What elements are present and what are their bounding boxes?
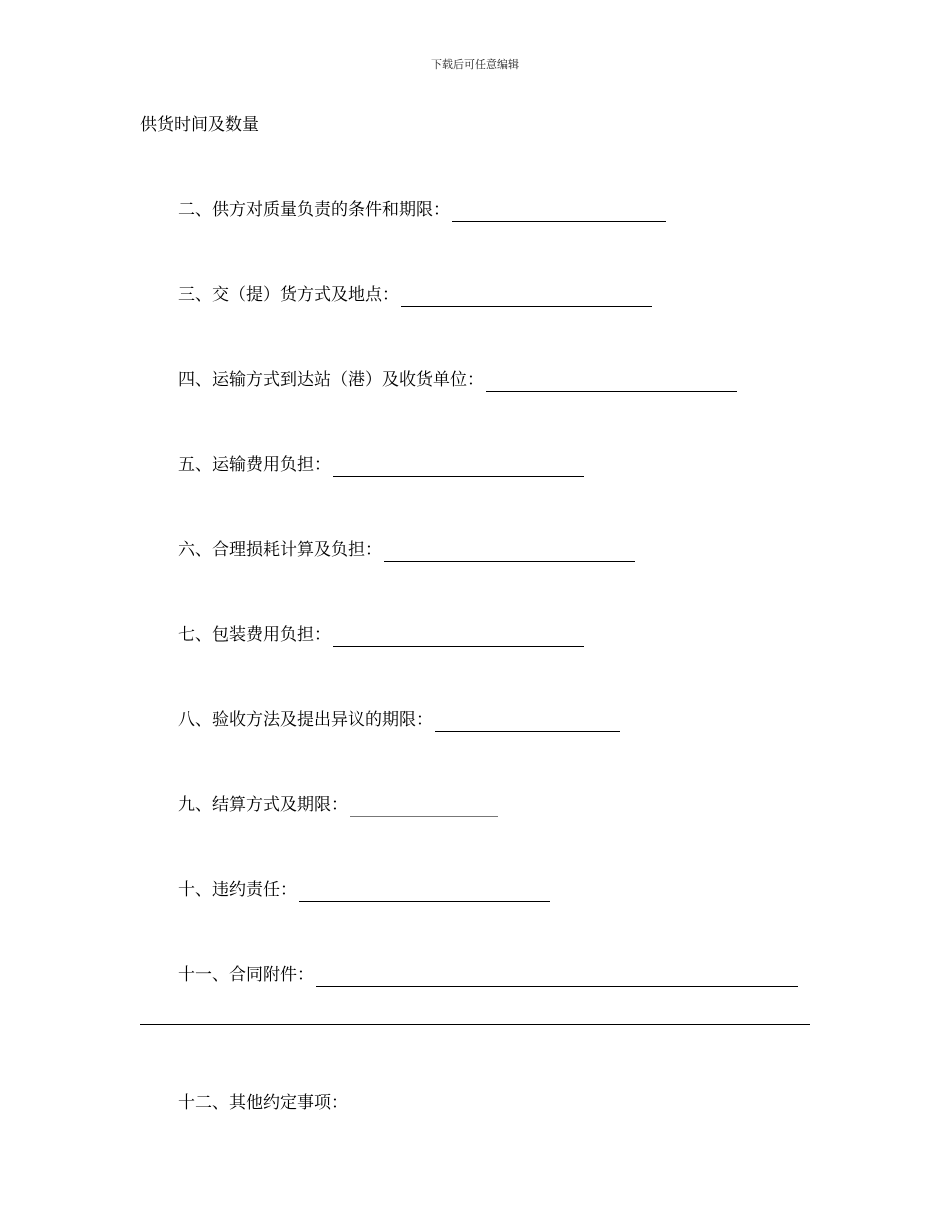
fill-in-line-continuation[interactable]	[140, 1024, 810, 1025]
clause-label: 十、违约责任：	[178, 880, 297, 900]
clause-label: 七、包装费用负担：	[178, 625, 331, 645]
fill-in-blank[interactable]	[316, 968, 798, 987]
section-heading: 供货时间及数量	[140, 115, 259, 135]
clause-loss-calculation	[178, 538, 635, 562]
fill-in-blank[interactable]	[333, 628, 584, 647]
clause-transport-cost	[178, 453, 584, 477]
fill-in-blank[interactable]	[333, 458, 584, 477]
clause-transport-destination	[178, 368, 737, 392]
clause-breach-liability	[178, 878, 550, 902]
clause-inspection-method	[178, 708, 620, 732]
fill-in-blank[interactable]	[299, 883, 550, 902]
clause-label: 十二、其他约定事项：	[178, 1093, 348, 1113]
clause-contract-attachments	[178, 963, 798, 987]
clause-settlement-method	[178, 793, 498, 817]
fill-in-blank[interactable]	[435, 713, 620, 732]
clause-quality-responsibility	[178, 198, 666, 222]
clause-label: 八、验收方法及提出异议的期限：	[178, 710, 433, 730]
fill-in-blank[interactable]	[452, 203, 666, 222]
clause-label: 六、合理损耗计算及负担：	[178, 540, 382, 560]
clause-label: 十一、合同附件：	[178, 965, 314, 985]
fill-in-blank[interactable]	[350, 798, 498, 817]
clause-other-terms	[178, 1091, 348, 1115]
fill-in-blank[interactable]	[486, 373, 737, 392]
clause-packaging-cost	[178, 623, 584, 647]
clause-label: 五、运输费用负担：	[178, 455, 331, 475]
header-note: 下载后可任意编辑	[431, 58, 519, 71]
clause-label: 九、结算方式及期限：	[178, 795, 348, 815]
clause-label: 二、供方对质量负责的条件和期限：	[178, 200, 450, 220]
clause-label: 三、交（提）货方式及地点：	[178, 285, 399, 305]
fill-in-blank[interactable]	[401, 288, 652, 307]
fill-in-blank[interactable]	[384, 543, 635, 562]
clause-delivery-method	[178, 283, 652, 307]
clause-label: 四、运输方式到达站（港）及收货单位：	[178, 370, 484, 390]
